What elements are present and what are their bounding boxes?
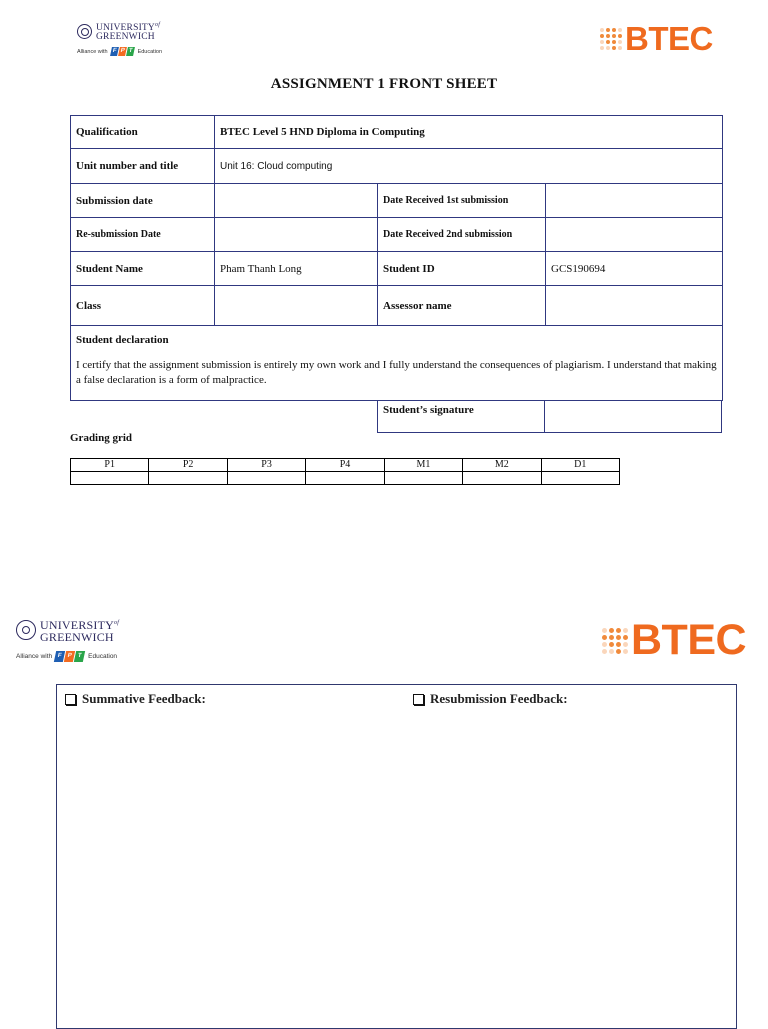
signature-field[interactable] [545, 400, 722, 433]
university-logo [77, 21, 162, 56]
fpt-letter-f: F [54, 651, 65, 662]
university-name-line2: GREENWICH [96, 32, 155, 43]
table-row [71, 326, 723, 401]
btec-dots-icon [602, 628, 628, 654]
fpt-letter-p: P [119, 48, 125, 55]
summative-feedback[interactable] [65, 691, 206, 707]
university-logo-page2 [16, 617, 119, 662]
university-name-line1: UNIVERSITY [96, 23, 155, 34]
fpt-logo [55, 651, 85, 662]
resubmission-feedback-label: Resubmission Feedback: [430, 691, 568, 706]
grade-cell-p1[interactable] [71, 472, 149, 485]
declaration-text: I certify that the assignment submission is entirely my own work and I fully understand the consequences of plagiarism. I understand that making a false declaration is a form of malpractice. [76, 359, 717, 386]
summative-feedback-label: Summative Feedback: [82, 691, 206, 706]
table-row [71, 116, 723, 149]
date-received-2-label: Date Received 2nd submission [378, 218, 546, 252]
class-label: Class [71, 286, 215, 326]
alliance-prefix: Alliance with [16, 653, 53, 660]
btec-dots-icon [600, 28, 622, 50]
grade-cell-p3[interactable] [227, 472, 305, 485]
submission-date-field[interactable] [215, 184, 378, 218]
checkbox-icon[interactable] [413, 694, 424, 705]
checkbox-icon[interactable] [65, 694, 76, 705]
grade-cell-d1[interactable] [541, 472, 619, 485]
assessor-field[interactable] [546, 286, 723, 326]
student-name-label: Student Name [71, 252, 215, 286]
university-name-line2: GREENWICH [40, 630, 114, 644]
university-name-line1: UNIVERSITY [40, 618, 114, 632]
resubmission-feedback[interactable] [413, 691, 568, 707]
btec-logo-page2 [602, 616, 746, 665]
grade-header-p4: P4 [306, 459, 384, 472]
class-field[interactable] [215, 286, 378, 326]
page-title: ASSIGNMENT 1 FRONT SHEET [270, 76, 498, 92]
student-id-value: GCS190694 [546, 252, 723, 286]
grade-cell-m1[interactable] [384, 472, 462, 485]
btec-wordmark: BTEC [625, 20, 713, 57]
unit-value: Unit 16: Cloud computing [215, 149, 723, 184]
table-row [71, 286, 723, 326]
grade-cell-p4[interactable] [306, 472, 384, 485]
grade-header-m2: M2 [463, 459, 541, 472]
grade-header-m1: M1 [384, 459, 462, 472]
declaration-cell [71, 326, 723, 401]
fpt-letter-p: P [64, 651, 75, 662]
grade-header-p1: P1 [71, 459, 149, 472]
fpt-logo [111, 47, 135, 56]
date-received-1-label: Date Received 1st submission [378, 184, 546, 218]
fpt-letter-f: F [110, 47, 119, 56]
alliance-line [77, 47, 162, 56]
resubmission-date-field[interactable] [215, 218, 378, 252]
fpt-letter-t: T [74, 651, 85, 662]
feedback-box [56, 684, 737, 1029]
grading-header-row [71, 459, 620, 472]
university-crest-icon [16, 620, 36, 640]
table-row [71, 218, 723, 252]
front-sheet-table [70, 115, 723, 401]
table-row [71, 149, 723, 184]
grade-cell-m2[interactable] [463, 472, 541, 485]
alliance-prefix: Alliance with [77, 48, 108, 55]
submission-date-label: Submission date [71, 184, 215, 218]
resubmission-date-label: Re-submission Date [71, 218, 215, 252]
student-name-value: Pham Thanh Long [215, 252, 378, 286]
alliance-line [16, 651, 119, 662]
grade-cell-p2[interactable] [149, 472, 227, 485]
grading-grid [70, 458, 620, 485]
university-name-of: of [155, 22, 161, 28]
signature-row [377, 400, 722, 433]
alliance-suffix: Education [137, 48, 163, 55]
btec-logo [600, 20, 713, 58]
btec-wordmark: BTEC [631, 616, 747, 664]
alliance-suffix: Education [88, 653, 118, 660]
table-row [71, 252, 723, 286]
assessor-label: Assessor name [378, 286, 546, 326]
grading-value-row [71, 472, 620, 485]
signature-label: Student’s signature [377, 400, 545, 433]
unit-label: Unit number and title [71, 149, 215, 184]
grade-header-p3: P3 [227, 459, 305, 472]
fpt-letter-t: T [126, 47, 135, 56]
date-received-2-field[interactable] [546, 218, 723, 252]
qualification-value: BTEC Level 5 HND Diploma in Computing [215, 116, 723, 149]
student-id-label: Student ID [378, 252, 546, 286]
grade-header-p2: P2 [149, 459, 227, 472]
table-row [71, 184, 723, 218]
grading-grid-label: Grading grid [70, 432, 133, 444]
declaration-heading: Student declaration [76, 334, 169, 346]
university-name-of: of [114, 620, 120, 626]
qualification-label: Qualification [71, 116, 215, 149]
date-received-1-field[interactable] [546, 184, 723, 218]
university-crest-icon [77, 24, 92, 39]
grade-header-d1: D1 [541, 459, 619, 472]
